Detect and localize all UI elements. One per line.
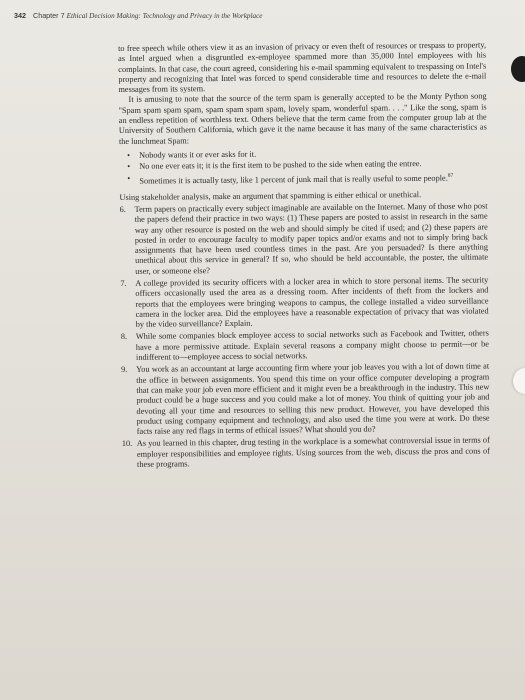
chapter-title: Ethical Decision Making: Technology and Privacy in the Workplace: [66, 12, 263, 20]
page-number: 342: [14, 11, 26, 20]
bullet-item: • Nobody wants it or ever asks for it.: [127, 147, 487, 161]
question-number: 9.: [121, 365, 128, 375]
question-number: 10.: [121, 439, 133, 449]
binder-tab-light: [513, 368, 525, 394]
footnote-ref: 87: [447, 172, 454, 179]
question-text: Term papers on practically every subject imaginable are available on the Internet. Many of those who post the papers defend their practice in two ways: (1) These papers are posted to assist in research in the same way any other resource is posted on the web and should simply be cited if used; and (2) these papers are posted in order to encourage faculty to modify paper topics and/or exams and not to simply bring back assignments that have been used countless times in the past. Are you persuaded? Is there anything unethical about this service in general? If so, who should be held accountable, the poster, the ultimate user, or someone else?: [134, 201, 489, 276]
paragraph-continued: to free speech while others view it as an invasion of privacy or even theft of resources or trespass to property, as Intel argued when a disgruntled ex-employee spammed more than 35,000 Intel employees with his complaints. In that case, the court agreed, considering his e-mail spamming equivalent to trespassing on Intel's property and recognizing that Intel was forced to spend considerable time and resources to delete the e-mail messages from its system.: [118, 40, 487, 95]
question-6: [120, 201, 489, 277]
question-10: [122, 436, 490, 470]
chapter-label: Chapter 7: [33, 11, 65, 20]
running-header: [14, 11, 262, 20]
question-number: 7.: [120, 278, 127, 288]
question-text: A college provided its security officers with a locker area in which to store personal items. The security officers occasionally used the area as a dressing room. After incidents of theft from the lockers and reports that the employees were bringing weapons to campus, the college installed a video surveillance camera in the locker area. Did the employees have a reasonable expectation of privacy that was violated by the video surveillance? Explain.: [135, 275, 489, 330]
bullet-item: • No one ever eats it; it is the first item to be pushed to the side when eating the entree.: [127, 159, 487, 173]
spam-bullet-list: [127, 147, 487, 186]
question-text: As you learned in this chapter, drug testing in the workplace is a somewhat controversial issue in terms of employer responsibilities and employee rights. Using sources from the web, discuss the pros and cons of these programs.: [136, 435, 490, 469]
question-number: 8.: [120, 332, 128, 342]
question-text: While some companies block employee access to social networks such as Facebook and Twitter, others have a more permissive attitude. Explain several reasons a company might choose to permit—or be indifferent to—employee access to social networks.: [135, 328, 489, 362]
paragraph-spam-origin: It is amusing to note that the source of the term spam is generally accepted to be the Monty Python song "Spam spam spam spam, spam spam spam spam, lovely spam, wonderful spam. . . ." Like the song, spam is an endless repetition of worthless text. Others believe that the term came from the computer group lab at the University of Southern California, which gave it the name because it has many of the same characteristics as the lunchmeat Spam:: [118, 91, 487, 146]
question-9: [121, 362, 490, 438]
page-body: [118, 40, 490, 470]
question-7: [120, 275, 488, 330]
exercise-lead-in: Using stakeholder analysis, make an argument that spamming is either ethical or unethical.: [119, 189, 422, 202]
bullet-item: • Sometimes it is actually tasty, like 1 percent of junk mail that is really useful to some people.$^{87}$: [127, 170, 487, 187]
question-number: 6.: [119, 204, 126, 214]
question-8: [121, 329, 489, 363]
binder-tab-dark: [511, 56, 525, 82]
question-text: You work as an accountant at large accounting firm where your job leaves you with a lot of down time at the office in between assignments. You spend this time on your office computer developing a program that can make your job even more efficient and it might even be a breakthrough in the industry. This new product could be a huge success and you could make a lot of money. You think of quitting your job and devoting all your time and resources to selling this new product. However, you have developed this product using company equipment and technology, and also used the time you were at work. Do these facts raise any red flags in terms of ethical issues? What should you do?: [136, 361, 490, 436]
